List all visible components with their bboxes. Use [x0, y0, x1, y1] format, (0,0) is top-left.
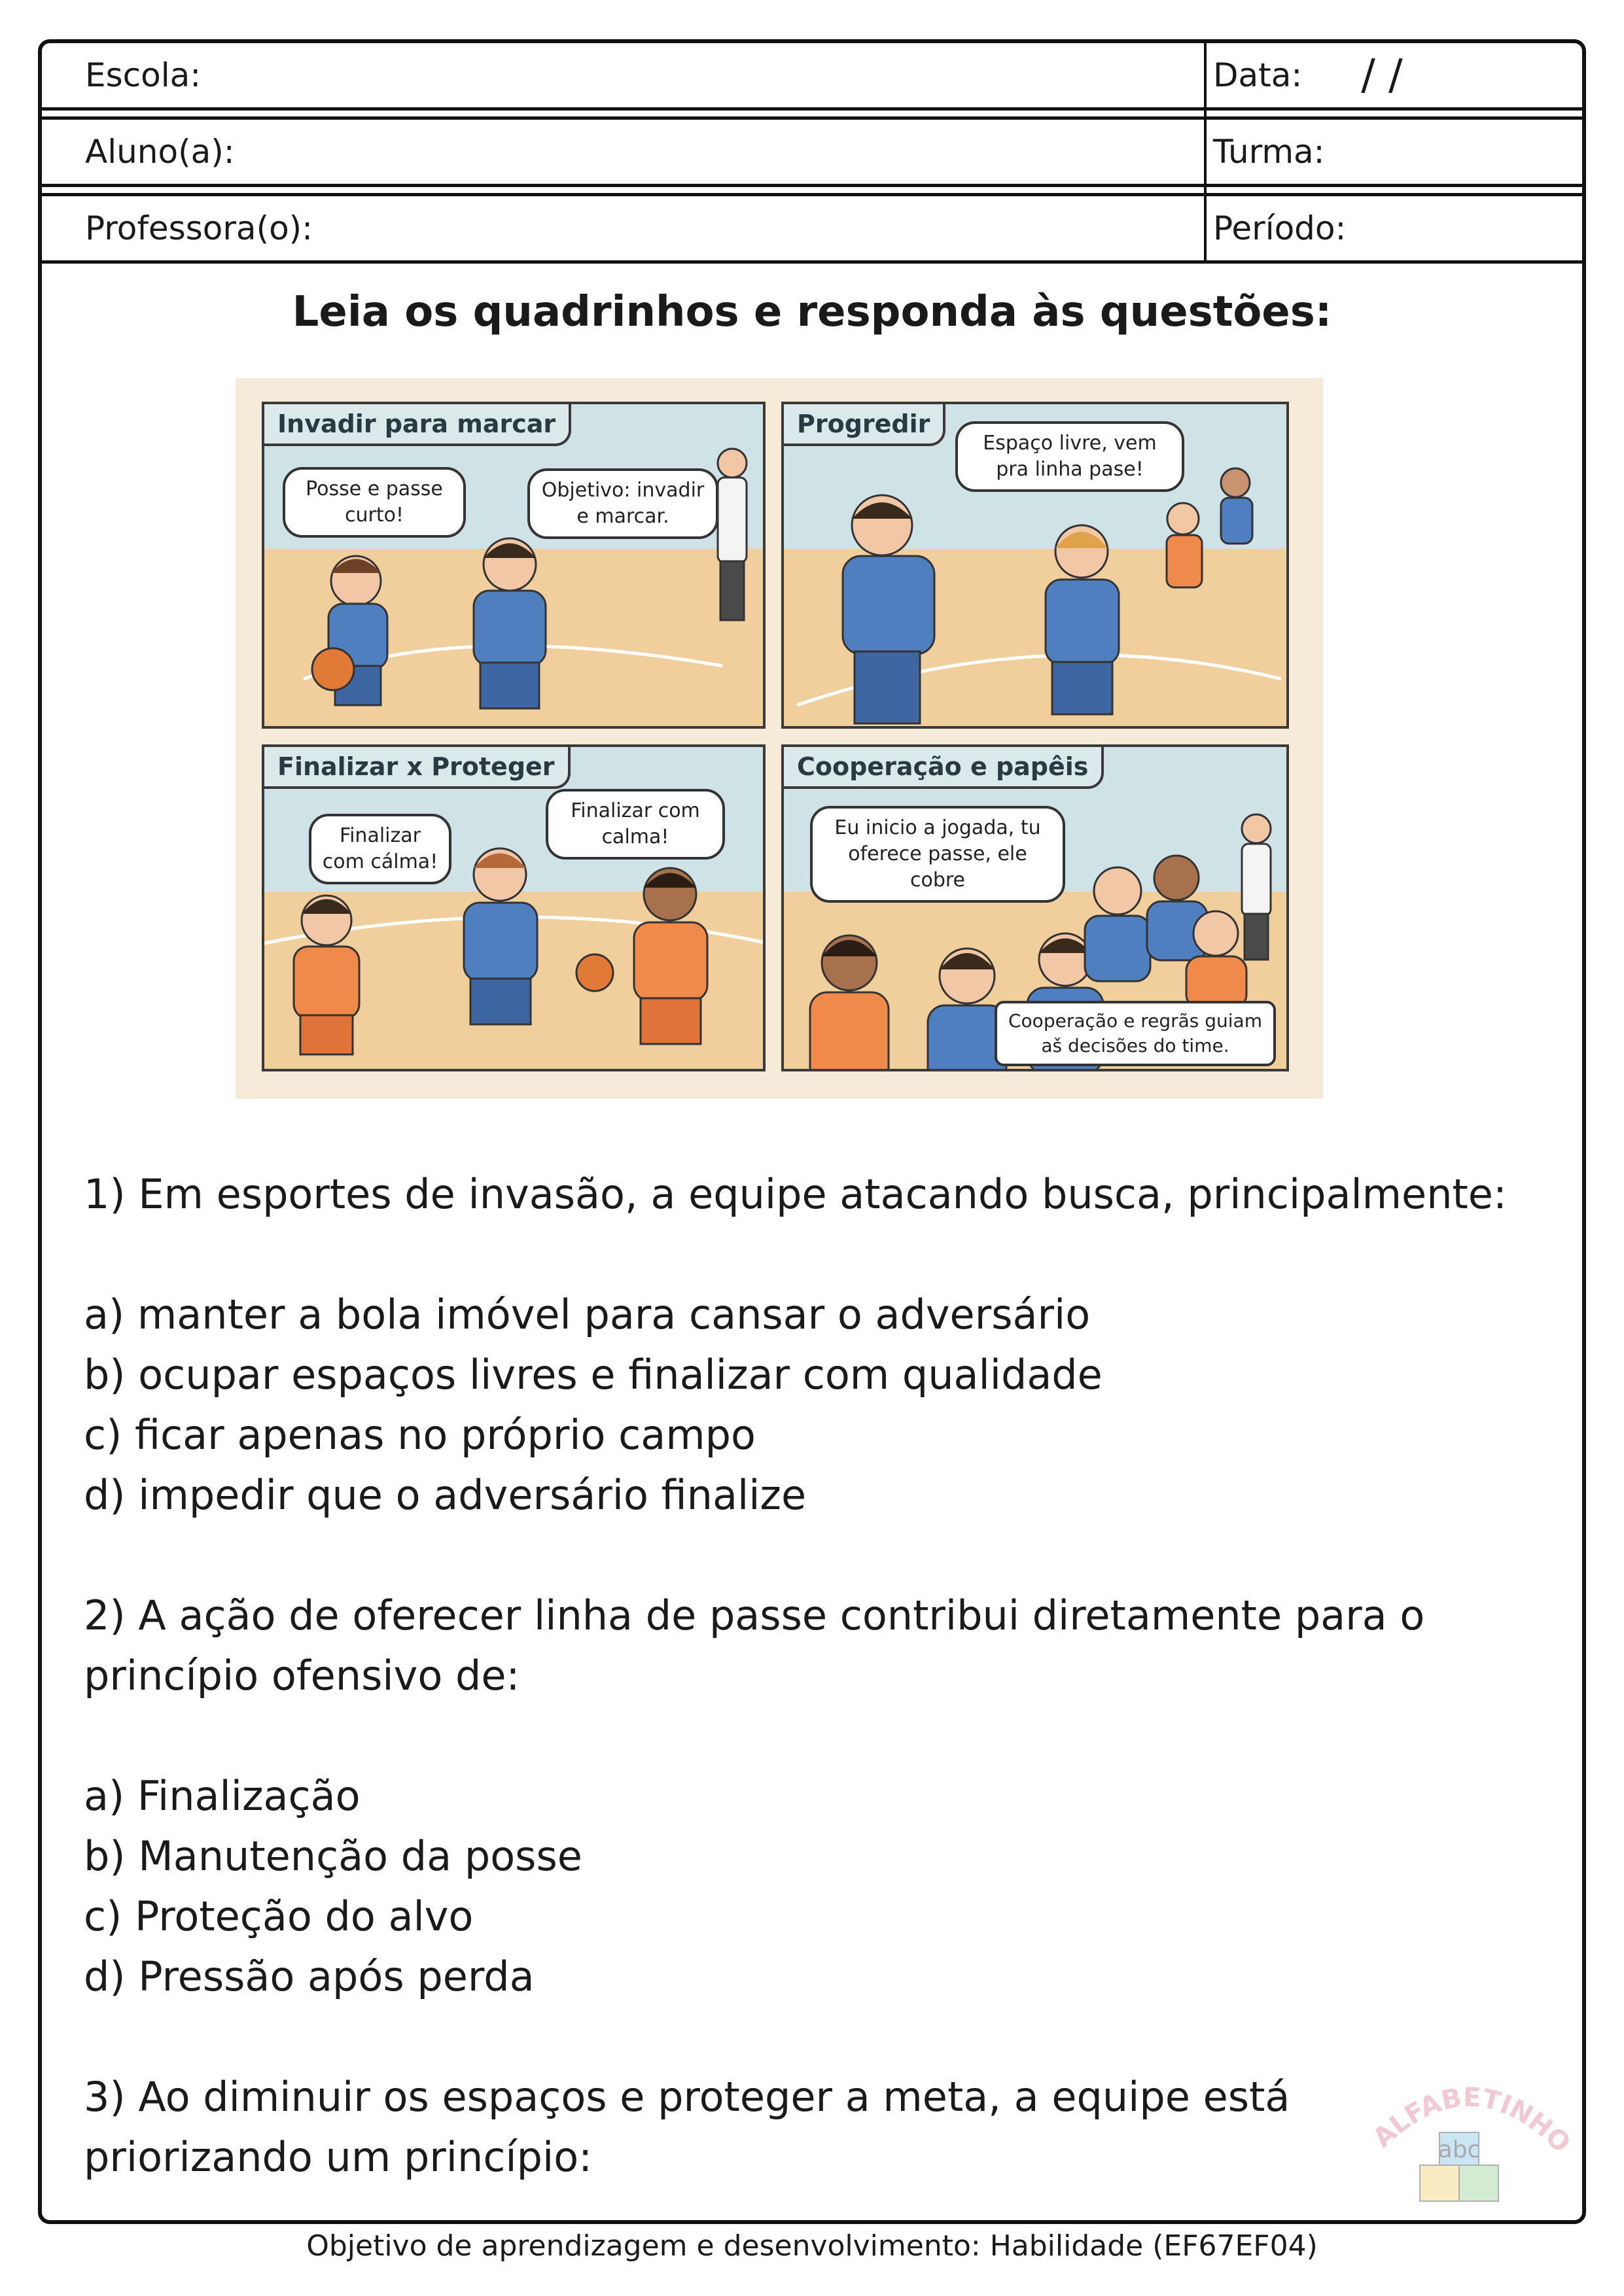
question-1-option-c[interactable]: c) ficar apenas no próprio campo [84, 1411, 756, 1459]
logo-text: ALFABETINHO [1367, 2082, 1576, 2159]
speech-bubble: Finalizar com calma! [546, 789, 725, 860]
panel-title: Invadir para marcar [264, 404, 571, 446]
question-3-text: 3) Ao diminuir os espaços e proteger a meta, a equipe está priorizando um princípio: [84, 2073, 1303, 2181]
school-label: Escola: [85, 56, 202, 94]
comic-panel-1 [262, 402, 766, 729]
teacher-field[interactable] [42, 196, 1205, 260]
class-field[interactable] [1205, 120, 1582, 184]
period-field[interactable] [1205, 196, 1582, 260]
question-2-text: 2) A ação de oferecer linha de passe contribui diretamente para o princípio ofensivo de: [84, 1592, 1438, 1699]
speech-bubble: Posse e passe curto! [283, 467, 466, 538]
question-1-text: 1) Em esportes de invasão, a equipe atacando busca, principalmente: [84, 1170, 1507, 1218]
footer-objective: Objetivo de aprendizagem e desenvolvimento: Habilidade (EF67EF04) [306, 2229, 1318, 2263]
speech-bubble: Finalizar com cálma! [309, 814, 451, 884]
school-field[interactable] [42, 43, 1205, 107]
header-row-school [42, 43, 1582, 107]
panel-title: Progredir [784, 404, 945, 446]
alfabetinho-logo [1361, 2061, 1577, 2204]
header-row-student [42, 120, 1582, 184]
page-title: Leia os quadrinhos e responda às questões: [292, 288, 1332, 336]
comic-panel-2 [781, 402, 1289, 729]
caption-box: Cooperação e regrãs guiam aš decisões do time. [995, 1001, 1276, 1066]
speech-bubble: Espaço livre, vem pra linha pase! [955, 421, 1184, 492]
date-field[interactable] [1205, 43, 1582, 107]
comic-panel-4 [781, 744, 1289, 1071]
question-2-option-c[interactable]: c) Proteção do alvo [84, 1892, 474, 1940]
date-slashes: / / [1361, 51, 1403, 99]
teacher-label: Professora(o): [85, 209, 313, 247]
header-column-divider [1204, 43, 1207, 263]
comic-strip [236, 378, 1323, 1099]
speech-bubble: Eu inicio a jogada, tu oferece passe, ele cobre [810, 806, 1065, 903]
question-1-option-d[interactable]: d) impedir que o adversário finalize [84, 1471, 807, 1519]
header-row-teacher [42, 196, 1582, 260]
comic-panel-3 [262, 744, 766, 1071]
header-divider [42, 107, 1582, 111]
class-label: Turma: [1213, 133, 1325, 171]
question-1-option-a[interactable]: a) manter a bola imóvel para cansar o adversário [84, 1291, 1091, 1338]
panel-title: Finalizar x Proteger [264, 747, 571, 789]
student-field[interactable] [42, 120, 1205, 184]
header-divider [42, 184, 1582, 187]
header-bottom-border [42, 260, 1582, 264]
players-illustration [264, 404, 766, 729]
question-2-option-d[interactable]: d) Pressão após perda [84, 1953, 535, 2000]
period-label: Período: [1213, 209, 1347, 247]
questions-section [84, 1164, 1556, 2187]
date-label: Data: [1213, 56, 1303, 94]
speech-bubble: Objetivo: invadir e marcar. [527, 468, 718, 539]
panel-title: Cooperação e papêis [784, 747, 1104, 789]
logo-blocks: abc [1438, 2136, 1481, 2163]
student-label: Aluno(a): [85, 133, 235, 171]
question-2-option-a[interactable]: a) Finalização [84, 1772, 361, 1820]
question-2-option-b[interactable]: b) Manutenção da posse [84, 1832, 582, 1880]
question-1-option-b[interactable]: b) ocupar espaços livres e finalizar com qualidade [84, 1351, 1103, 1399]
